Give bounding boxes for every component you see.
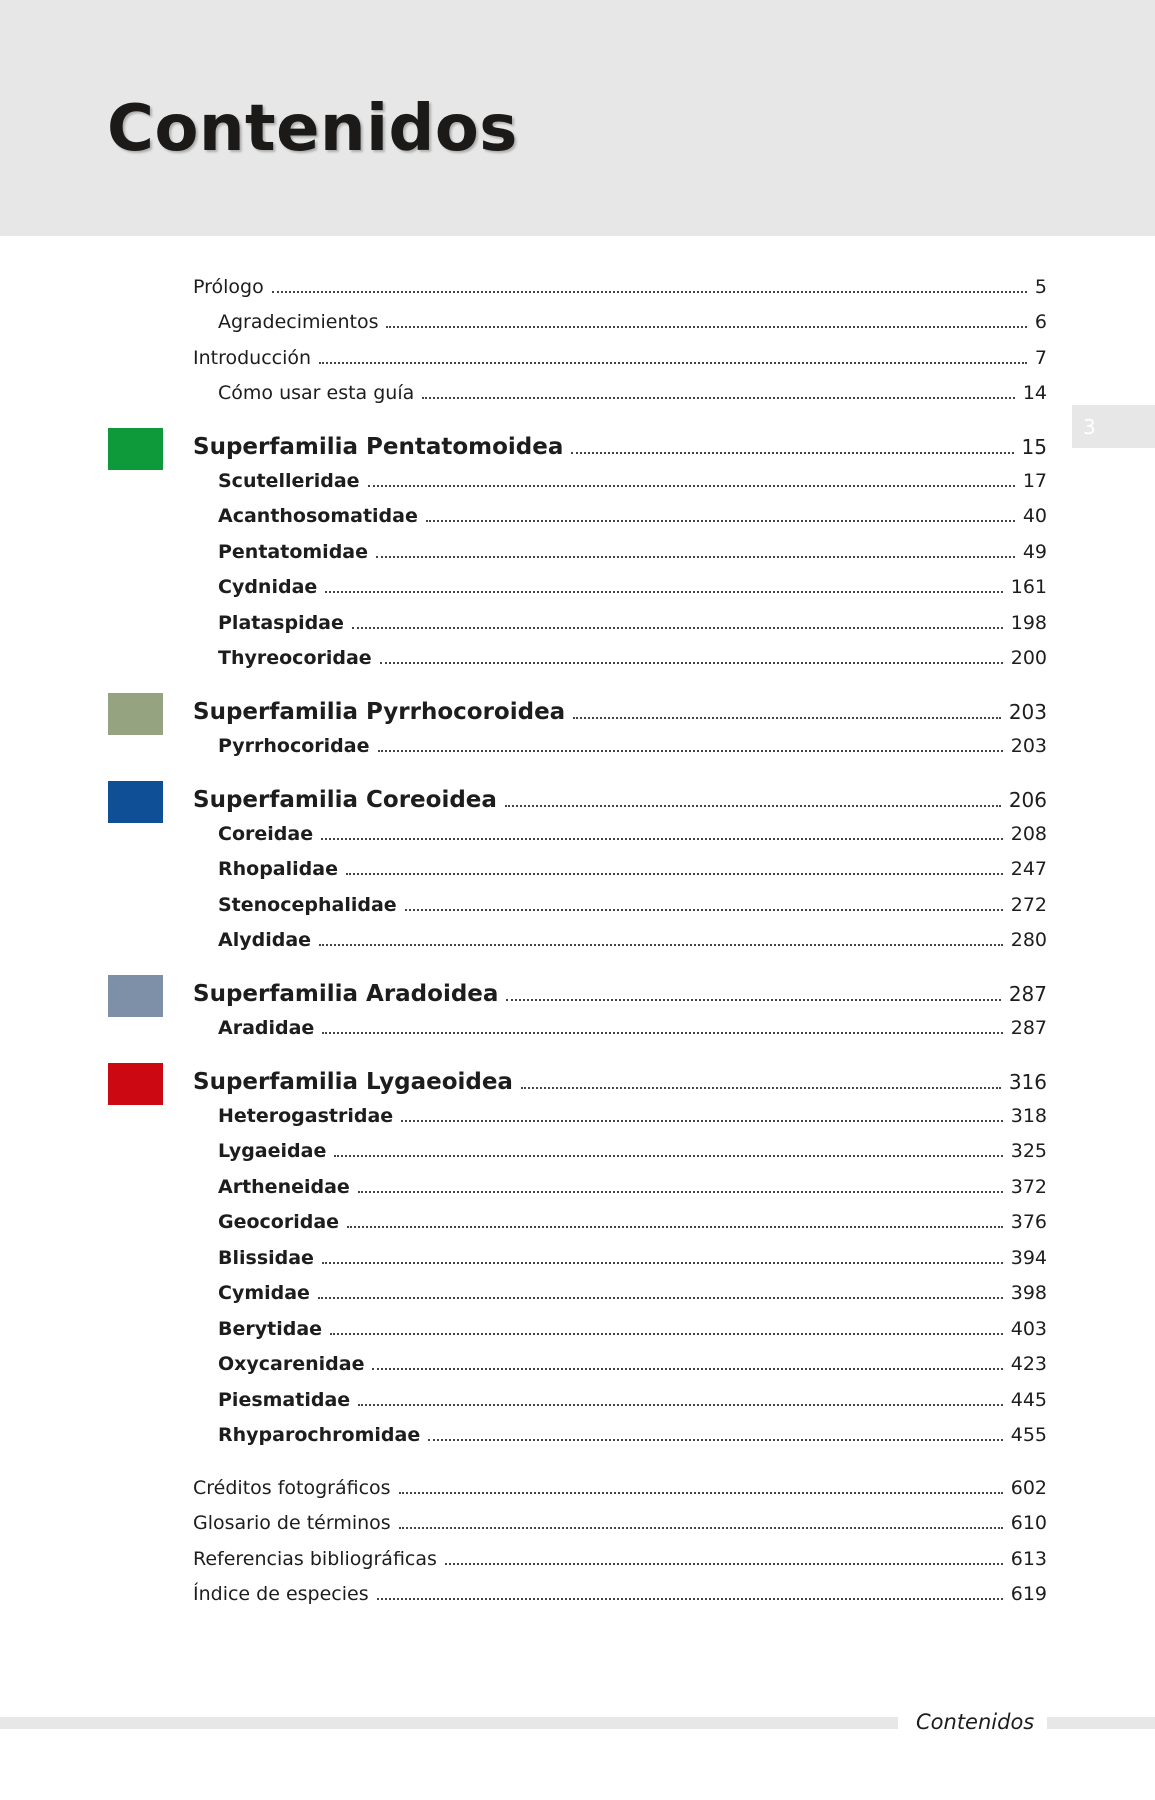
dot-leader	[378, 750, 1003, 752]
toc-entry-label: Introducción	[193, 347, 312, 369]
toc-entry-label: Superfamilia Pentatomoidea	[193, 434, 564, 460]
toc-family-entry[interactable]	[218, 1353, 1047, 1387]
toc-entry-page: 203	[1008, 700, 1047, 724]
dot-leader	[358, 1191, 1003, 1193]
dot-leader	[372, 1368, 1002, 1370]
toc-entry-label: Heterogastridae	[218, 1105, 394, 1127]
toc-entry[interactable]	[193, 347, 1047, 381]
toc-entry-page: 14	[1022, 382, 1047, 404]
toc-entry-label: Oxycarenidae	[218, 1353, 365, 1375]
toc-entry-label: Cómo usar esta guía	[218, 382, 415, 404]
toc-entry-label: Rhyparochromidae	[218, 1424, 421, 1446]
toc-entry-label: Thyreocoridae	[218, 647, 372, 669]
toc-entry-page: 398	[1010, 1282, 1047, 1304]
dot-leader	[445, 1563, 1003, 1565]
dot-leader	[322, 1262, 1003, 1264]
toc-family-entry[interactable]	[218, 1389, 1047, 1423]
page-number: 3	[1083, 414, 1096, 439]
toc-entry-label: Prólogo	[193, 276, 264, 298]
toc-entry-label: Acanthosomatidae	[218, 505, 418, 527]
toc-family-entry[interactable]	[218, 576, 1047, 610]
dot-leader	[405, 909, 1003, 911]
toc-entry-page: 17	[1022, 470, 1047, 492]
toc-family-entry[interactable]	[218, 505, 1047, 539]
toc-entry-label: Pyrrhocoridae	[218, 735, 370, 757]
toc-entry-page: 325	[1010, 1140, 1047, 1162]
dot-leader	[428, 1439, 1003, 1441]
toc-entry-page: 316	[1008, 1070, 1047, 1094]
dot-leader	[272, 291, 1027, 293]
toc-entry-label: Cymidae	[218, 1282, 310, 1304]
toc-entry-label: Pentatomidae	[218, 541, 368, 563]
toc-family-entry[interactable]	[218, 470, 1047, 504]
superfamily-color-swatch	[108, 693, 163, 735]
footer-rule-left	[0, 1717, 898, 1729]
toc-family-entry[interactable]	[218, 541, 1047, 575]
dot-leader	[330, 1333, 1003, 1335]
dot-leader	[334, 1155, 1002, 1157]
toc-entry-label: Artheneidae	[218, 1176, 350, 1198]
toc-entry-label: Agradecimientos	[218, 311, 379, 333]
toc-superfamily-entry[interactable]	[193, 699, 1047, 733]
toc-entry-label: Coreidae	[218, 823, 314, 845]
toc-family-entry[interactable]	[218, 1318, 1047, 1352]
toc-entry-page: 161	[1010, 576, 1047, 598]
toc-entry-page: 287	[1010, 1017, 1047, 1039]
dot-leader	[422, 397, 1015, 399]
running-footer: Contenidos	[916, 1710, 1035, 1734]
toc-family-entry[interactable]	[218, 823, 1047, 857]
toc-entry-page: 198	[1010, 612, 1047, 634]
toc-entry[interactable]	[218, 311, 1047, 345]
toc-entry-page: 6	[1034, 311, 1047, 333]
toc-entry-page: 287	[1008, 982, 1047, 1006]
toc-family-entry[interactable]	[218, 735, 1047, 769]
toc-entry-label: Aradidae	[218, 1017, 315, 1039]
dot-leader	[325, 591, 1002, 593]
toc-entry-page: 7	[1034, 347, 1047, 369]
toc-entry[interactable]	[193, 1477, 1047, 1511]
toc-family-entry[interactable]	[218, 1140, 1047, 1174]
dot-leader	[319, 944, 1003, 946]
toc-entry-label: Blissidae	[218, 1247, 314, 1269]
toc-family-entry[interactable]	[218, 612, 1047, 646]
toc-entry[interactable]	[218, 382, 1047, 416]
toc-entry-label: Plataspidae	[218, 612, 344, 634]
dot-leader	[322, 1032, 1002, 1034]
toc-entry-label: Alydidae	[218, 929, 312, 951]
page-title: Contenidos	[107, 92, 518, 166]
dot-leader	[368, 485, 1015, 487]
toc-entry-page: 200	[1010, 647, 1047, 669]
toc-entry-label: Geocoridae	[218, 1211, 340, 1233]
dot-leader	[321, 838, 1003, 840]
dot-leader	[571, 452, 1013, 454]
toc-entry-page: 610	[1010, 1512, 1047, 1534]
toc-entry[interactable]	[193, 1583, 1047, 1617]
toc-entry[interactable]	[193, 1548, 1047, 1582]
toc-entry-page: 318	[1010, 1105, 1047, 1127]
dot-leader	[347, 1226, 1003, 1228]
dot-leader	[573, 717, 1001, 719]
toc-entry-page: 208	[1010, 823, 1047, 845]
dot-leader	[505, 805, 1001, 807]
superfamily-color-swatch	[108, 428, 163, 470]
dot-leader	[346, 873, 1003, 875]
toc-family-entry[interactable]	[218, 1105, 1047, 1139]
superfamily-color-swatch	[108, 975, 163, 1017]
dot-leader	[318, 1297, 1003, 1299]
toc-entry-page: 372	[1010, 1176, 1047, 1198]
toc-entry-page: 619	[1010, 1583, 1047, 1605]
toc-entry-page: 5	[1034, 276, 1047, 298]
toc-entry-label: Créditos fotográficos	[193, 1477, 391, 1499]
toc-family-entry[interactable]	[218, 1282, 1047, 1316]
superfamily-color-swatch	[108, 1063, 163, 1105]
toc-entry[interactable]	[193, 1512, 1047, 1546]
toc-entry-page: 272	[1010, 894, 1047, 916]
toc-entry-page: 15	[1021, 435, 1047, 459]
toc-family-entry[interactable]	[218, 1017, 1047, 1051]
dot-leader	[376, 556, 1015, 558]
toc-entry-label: Lygaeidae	[218, 1140, 327, 1162]
toc-entry-page: 394	[1010, 1247, 1047, 1269]
dot-leader	[426, 520, 1015, 522]
toc-entry-page: 203	[1010, 735, 1047, 757]
toc-entry-label: Referencias bibliográficas	[193, 1548, 437, 1570]
dot-leader	[380, 662, 1003, 664]
dot-leader	[377, 1598, 1003, 1600]
dot-leader	[506, 999, 1000, 1001]
dot-leader	[521, 1087, 1001, 1089]
toc-entry[interactable]	[193, 276, 1047, 310]
toc-entry-page: 602	[1010, 1477, 1047, 1499]
toc-entry-page: 376	[1010, 1211, 1047, 1233]
toc-entry-label: Stenocephalidae	[218, 894, 397, 916]
toc-entry-label: Superfamilia Pyrrhocoroidea	[193, 699, 566, 725]
toc-superfamily-entry[interactable]	[193, 434, 1047, 468]
toc-family-entry[interactable]	[218, 858, 1047, 892]
dot-leader	[399, 1527, 1003, 1529]
toc-family-entry[interactable]	[218, 647, 1047, 681]
toc-entry-page: 455	[1010, 1424, 1047, 1446]
toc-family-entry[interactable]	[218, 1211, 1047, 1245]
toc-family-entry[interactable]	[218, 1424, 1047, 1458]
toc-family-entry[interactable]	[218, 1176, 1047, 1210]
toc-entry-label: Índice de especies	[193, 1583, 369, 1605]
toc-entry-page: 280	[1010, 929, 1047, 951]
toc-entry-label: Scutelleridae	[218, 470, 360, 492]
dot-leader	[319, 362, 1027, 364]
toc-entry-page: 40	[1022, 505, 1047, 527]
toc-entry-page: 613	[1010, 1548, 1047, 1570]
toc-entry-page: 445	[1010, 1389, 1047, 1411]
toc-entry-label: Cydnidae	[218, 576, 318, 598]
toc-superfamily-entry[interactable]	[193, 787, 1047, 821]
dot-leader	[386, 326, 1026, 328]
toc-entry-label: Berytidae	[218, 1318, 323, 1340]
dot-leader	[401, 1120, 1003, 1122]
toc-entry-label: Rhopalidae	[218, 858, 338, 880]
toc-entry-page: 247	[1010, 858, 1047, 880]
dot-leader	[399, 1492, 1003, 1494]
toc-family-entry[interactable]	[218, 929, 1047, 963]
toc-entry-label: Glosario de términos	[193, 1512, 391, 1534]
footer-rule-right	[1047, 1717, 1155, 1729]
toc-entry-page: 49	[1022, 541, 1047, 563]
toc-entry-label: Superfamilia Aradoidea	[193, 981, 499, 1007]
toc-entry-label: Superfamilia Lygaeoidea	[193, 1069, 513, 1095]
superfamily-color-swatch	[108, 781, 163, 823]
toc-entry-page: 403	[1010, 1318, 1047, 1340]
toc-entry-page: 423	[1010, 1353, 1047, 1375]
toc-entry-page: 206	[1008, 788, 1047, 812]
toc-entry-label: Superfamilia Coreoidea	[193, 787, 497, 813]
dot-leader	[352, 627, 1003, 629]
toc-superfamily-entry[interactable]	[193, 981, 1047, 1015]
dot-leader	[358, 1404, 1003, 1406]
toc-family-entry[interactable]	[218, 894, 1047, 928]
toc-superfamily-entry[interactable]	[193, 1069, 1047, 1103]
toc-family-entry[interactable]	[218, 1247, 1047, 1281]
toc-entry-label: Piesmatidae	[218, 1389, 351, 1411]
